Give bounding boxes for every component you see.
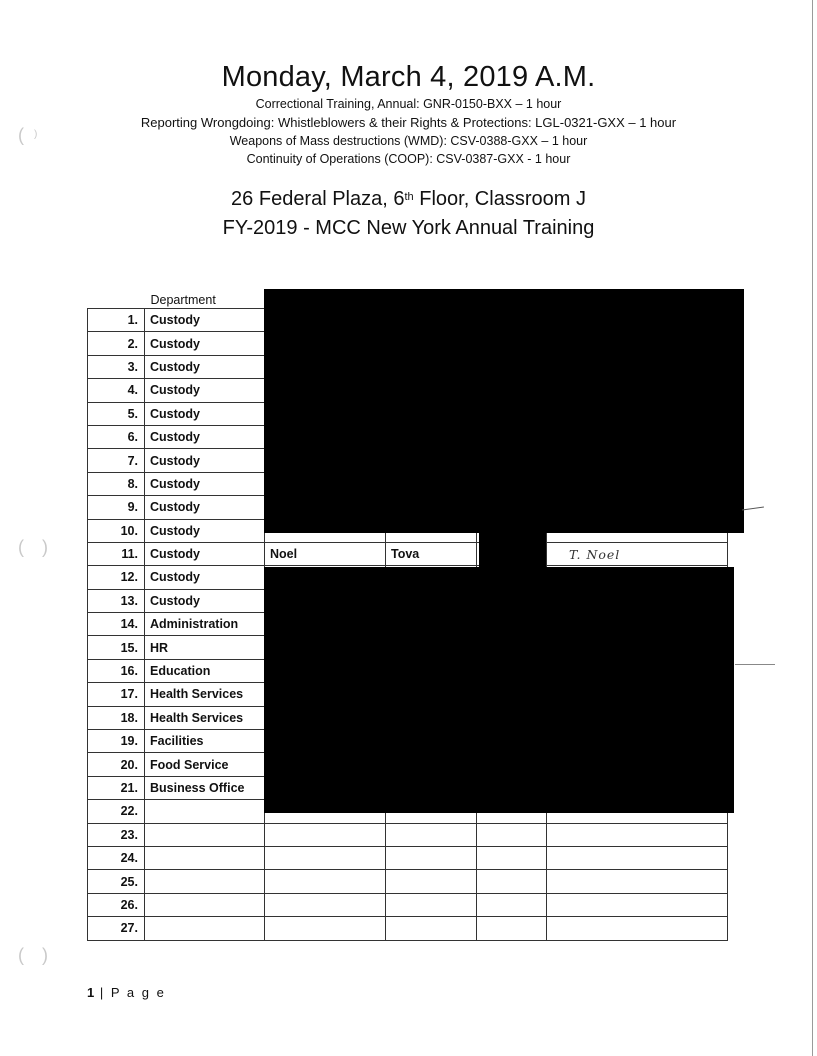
row-number: 6. [88, 425, 145, 448]
last-name-cell [265, 917, 386, 940]
table-row [88, 846, 728, 869]
first-name-cell [386, 846, 477, 869]
row-number: 19. [88, 730, 145, 753]
department-cell: Custody [145, 542, 265, 565]
row-number: 23. [88, 823, 145, 846]
department-cell: Custody [145, 589, 265, 612]
row-number: 8. [88, 472, 145, 495]
table-row [88, 870, 728, 893]
first-name-cell [386, 823, 477, 846]
department-cell: Health Services [145, 683, 265, 706]
table-row [88, 893, 728, 916]
row-number: 20. [88, 753, 145, 776]
first-name-cell [386, 870, 477, 893]
signature-cell [547, 917, 728, 940]
table-row [88, 542, 728, 565]
signature-cell [547, 870, 728, 893]
table-row [88, 823, 728, 846]
row-number: 22. [88, 800, 145, 823]
department-cell: Custody [145, 379, 265, 402]
lan-id-cell [477, 846, 547, 869]
department-cell: Food Service [145, 753, 265, 776]
row-number: 17. [88, 683, 145, 706]
department-cell: Custody [145, 472, 265, 495]
department-cell: Custody [145, 496, 265, 519]
lan-id-cell [477, 823, 547, 846]
row-number: 15. [88, 636, 145, 659]
row-number: 1. [88, 309, 145, 332]
table-row [88, 917, 728, 940]
row-number: 26. [88, 893, 145, 916]
first-name-cell: Tova [386, 542, 477, 565]
row-number: 24. [88, 846, 145, 869]
row-number: 27. [88, 917, 145, 940]
first-name-cell [386, 917, 477, 940]
scan-mark [735, 664, 775, 665]
row-number: 5. [88, 402, 145, 425]
department-cell: Business Office [145, 776, 265, 799]
row-number: 13. [88, 589, 145, 612]
row-number: 16. [88, 659, 145, 682]
department-cell: Custody [145, 309, 265, 332]
row-number: 21. [88, 776, 145, 799]
department-cell: Custody [145, 449, 265, 472]
last-name-cell [265, 846, 386, 869]
last-name-cell [265, 823, 386, 846]
event-title: FY-2019 - MCC New York Annual Training [222, 217, 595, 239]
header-num [88, 290, 145, 309]
row-number: 14. [88, 613, 145, 636]
department-cell [145, 893, 265, 916]
course-line-1: Correctional Training, Annual: GNR-0150-BXX – 1 hour [255, 97, 562, 111]
punch-hole-top: ( ) [18, 125, 38, 145]
row-number: 7. [88, 449, 145, 472]
row-number: 10. [88, 519, 145, 542]
signature-cell [547, 893, 728, 916]
punch-hole-middle: ( ) [18, 537, 48, 557]
redaction-block-bottom [264, 567, 734, 813]
page-footer [87, 985, 166, 1000]
lan-id-cell [477, 870, 547, 893]
punch-hole-bottom: ( ) [18, 945, 48, 965]
course-line-4: Continuity of Operations (COOP): CSV-0387-GXX - 1 hour [246, 152, 571, 166]
department-cell [145, 823, 265, 846]
department-cell: HR [145, 636, 265, 659]
signature-cell [547, 823, 728, 846]
row-number: 4. [88, 379, 145, 402]
scan-mark [742, 506, 764, 510]
department-cell: Health Services [145, 706, 265, 729]
department-cell [145, 846, 265, 869]
department-cell [145, 917, 265, 940]
page-title: Monday, March 4, 2019 A.M. [221, 61, 596, 93]
lan-id-cell [477, 917, 547, 940]
department-cell: Administration [145, 613, 265, 636]
signature-cell [547, 846, 728, 869]
last-name-cell: Noel [265, 542, 386, 565]
signature-cell: T. Noel [547, 542, 728, 565]
department-cell: Education [145, 659, 265, 682]
department-cell: Custody [145, 519, 265, 542]
page-label: | P a g e [99, 985, 166, 1000]
redaction-block-top [264, 289, 744, 533]
first-name-cell [386, 893, 477, 916]
row-number: 11. [88, 542, 145, 565]
department-cell [145, 800, 265, 823]
row-number: 9. [88, 496, 145, 519]
location-line: 26 Federal Plaza, 6th Floor, Classroom J [231, 188, 586, 210]
department-cell: Custody [145, 332, 265, 355]
course-line-2: Reporting Wrongdoing: Whistleblowers & their Rights & Protections: LGL-0321-GXX – 1 hour [140, 115, 677, 130]
row-number: 25. [88, 870, 145, 893]
row-number: 18. [88, 706, 145, 729]
page-number: 1 [87, 985, 95, 1000]
last-name-cell [265, 870, 386, 893]
department-cell: Facilities [145, 730, 265, 753]
last-name-cell [265, 893, 386, 916]
redaction-block-lan-11 [479, 530, 546, 570]
department-cell: Custody [145, 425, 265, 448]
row-number: 3. [88, 355, 145, 378]
course-line-3: Weapons of Mass destructions (WMD): CSV-0388-GXX – 1 hour [229, 134, 588, 148]
department-cell: Custody [145, 566, 265, 589]
lan-id-cell [477, 893, 547, 916]
department-cell: Custody [145, 402, 265, 425]
department-cell [145, 870, 265, 893]
department-cell: Custody [145, 355, 265, 378]
row-number: 2. [88, 332, 145, 355]
row-number: 12. [88, 566, 145, 589]
header-department: Department [150, 293, 216, 307]
